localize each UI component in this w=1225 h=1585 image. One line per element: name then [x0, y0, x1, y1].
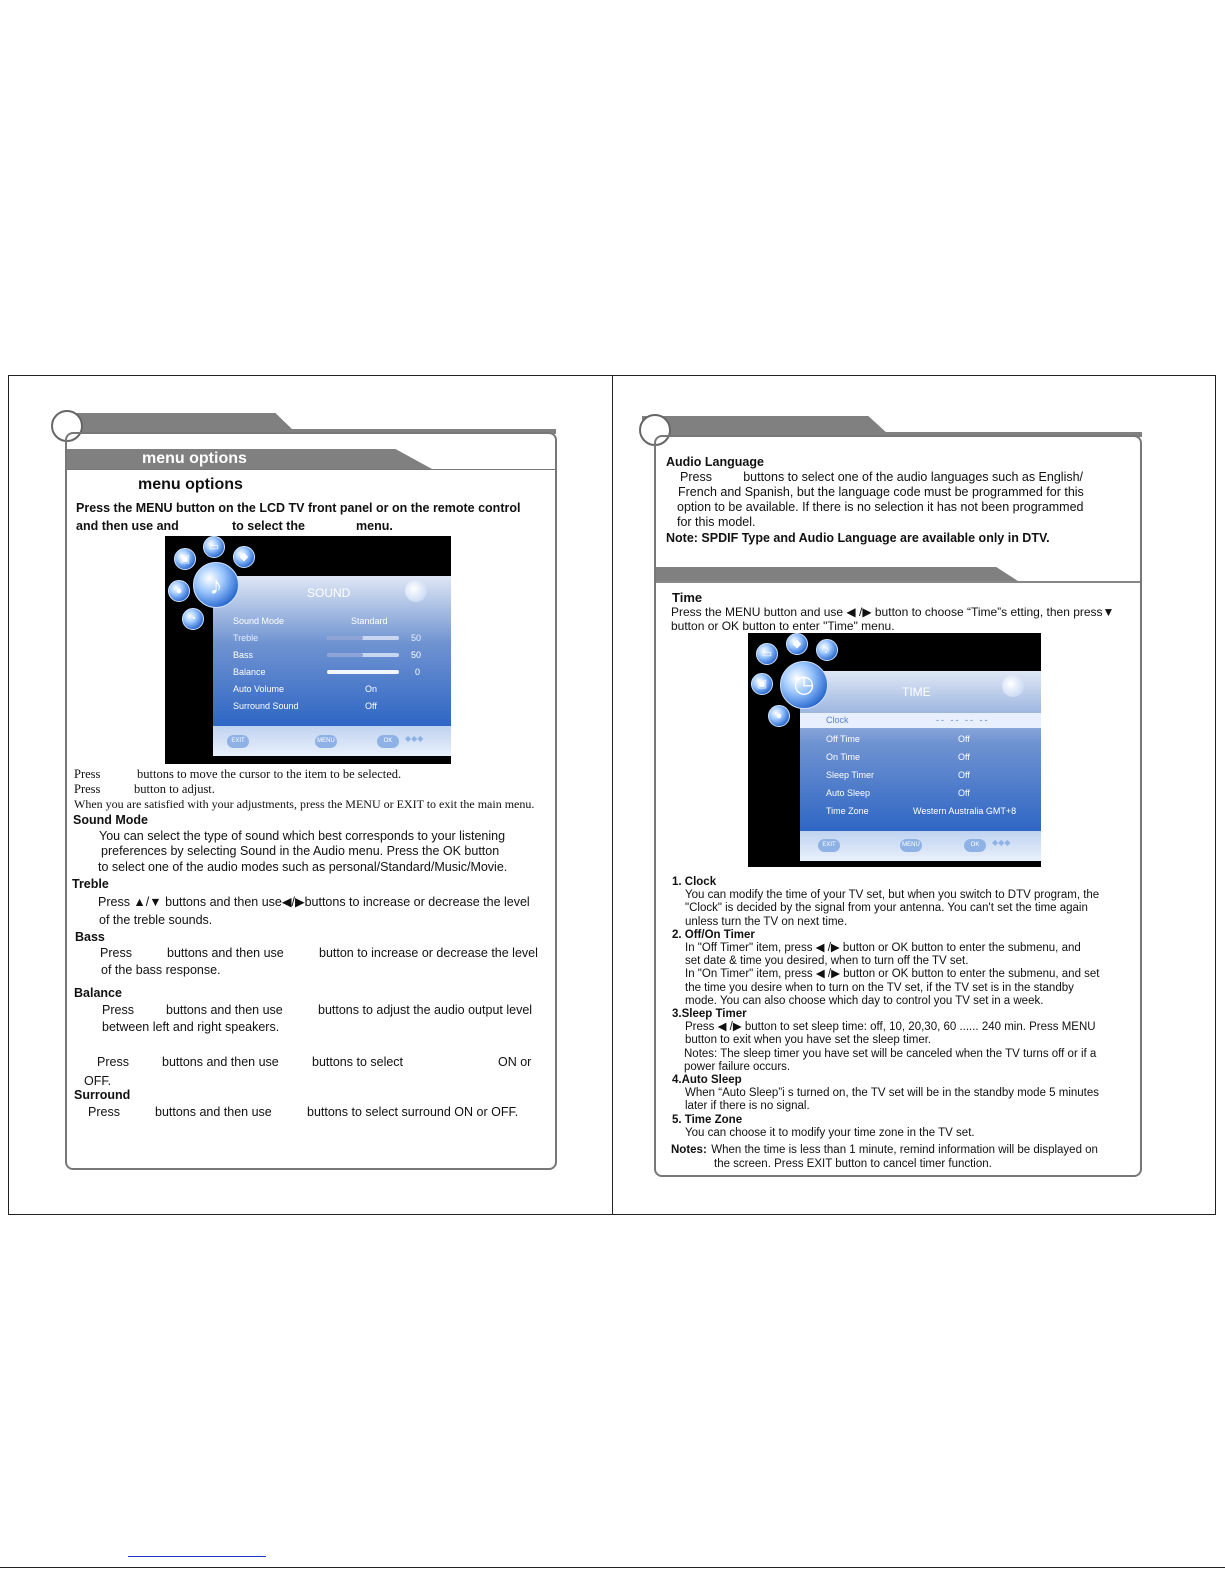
- left-intro-line2c: menu.: [356, 519, 393, 533]
- time-item-value: Off: [958, 734, 970, 744]
- list-item-line: the time you desire when to turn on the TV set, if the TV set is in the standby: [685, 981, 1074, 994]
- list-item: [672, 1114, 1142, 1140]
- sound-item-value: Standard: [351, 616, 388, 626]
- list-item: [672, 1074, 1142, 1114]
- press-line2a: Press: [74, 782, 101, 796]
- bass-text2: of the bass response.: [101, 963, 221, 977]
- exit-button-icon: EXIT: [818, 839, 840, 852]
- treble-text1: Press ▲/▼ buttons and then use◀/▶buttons to increase or decrease the level: [98, 895, 530, 909]
- list-item-heading: 4.Auto Sleep: [672, 1074, 742, 1087]
- balance-text2: between left and right speakers.: [102, 1020, 280, 1034]
- notes-block: [671, 1140, 1142, 1171]
- time-item-value: Off: [958, 770, 970, 780]
- sound-item-label: Auto Volume: [233, 684, 285, 694]
- audio-language-text1: Press buttons to select one of the audio languages such as English/: [680, 470, 1084, 484]
- left-intro-line2a: and then use and: [76, 519, 179, 533]
- time-item-label: Clock: [826, 715, 849, 725]
- list-item-line: When “Auto Sleep”i s turned on, the TV set will be in the standby mode 5 minutes: [685, 1087, 1100, 1100]
- auto-volume-text2: OFF.: [84, 1074, 112, 1088]
- press-line1a: Press: [74, 767, 101, 781]
- time-section-rule: [656, 581, 1140, 583]
- sound-mode-text3: to select one of the audio modes such as personal/Standard/Music/Movie.: [98, 860, 508, 874]
- footer-link-underline: [128, 1556, 266, 1557]
- treble-text2: of the treble sounds.: [99, 913, 213, 927]
- list-item-line: mode. You can also choose which day to control you TV set in a week.: [685, 994, 1044, 1007]
- list-item-line: set date & time you desired, when to turn off the TV set.: [685, 955, 969, 968]
- channel-icon: ●: [168, 580, 190, 602]
- time-item-value: Western Australia GMT+8: [913, 806, 1017, 816]
- list-item-heading: 5. Time Zone: [672, 1113, 743, 1126]
- audio-language-note: Note: SPDIF Type and Audio Language are available only in DTV.: [666, 531, 1050, 545]
- bass-bar-fill: [327, 653, 363, 657]
- list-item-heading: 3.Sleep Timer: [672, 1008, 747, 1021]
- sound-item-value: 50: [411, 633, 422, 643]
- treble-bar: [327, 636, 399, 640]
- left-heading: menu options: [138, 476, 243, 493]
- time-intro2: button or OK button to enter "Time" menu.: [671, 619, 895, 633]
- audio-language-text4: for this model.: [677, 515, 756, 529]
- picture-icon: ▭: [756, 643, 778, 665]
- time-item-label: Time Zone: [826, 806, 869, 816]
- press-line2b: button to adjust.: [134, 782, 215, 796]
- channel-icon: ●: [768, 705, 790, 727]
- note-icon: ♪: [816, 639, 838, 661]
- menu-button-icon: MENU: [315, 735, 337, 748]
- left-title-underline: [67, 469, 555, 470]
- treble-bar-fill: [327, 636, 363, 640]
- time-icon: ◔: [182, 608, 204, 630]
- list-item-line: Press ◀ /▶ button to set sleep time: off, 10, 20,30, 60 ...... 240 min. Press MENU: [685, 1021, 1096, 1034]
- notes-text2: the screen. Press EXIT button to cancel timer function.: [714, 1158, 992, 1171]
- time-menu-title: TIME: [902, 685, 931, 699]
- press-line3: When you are satisfied with your adjustments, press the MENU or EXIT to exit the main menu.: [74, 797, 535, 811]
- sound-menu-screenshot: [165, 536, 451, 764]
- time-item-label: Sleep Timer: [826, 770, 875, 780]
- auto-volume-text1b: buttons and then use: [162, 1055, 279, 1069]
- bass-text1a: Press: [100, 946, 132, 960]
- time-heading: Time: [672, 590, 703, 605]
- list-item: [672, 1008, 1142, 1074]
- list-item-line: In "On Timer" item, press ◀ /▶ button or OK button to enter the submenu, and set: [685, 968, 1100, 981]
- list-item-heading: 1. Clock: [672, 876, 717, 888]
- auto-volume-text1d: ON or: [498, 1055, 532, 1069]
- list-item-line: later if there is no signal.: [685, 1100, 810, 1113]
- bass-text1b: buttons and then use: [167, 946, 284, 960]
- ok-button-icon: OK: [964, 839, 986, 852]
- surround-text1a: Press: [88, 1105, 120, 1119]
- sound-item-label: Bass: [233, 650, 254, 660]
- lock-icon: ▣: [751, 673, 773, 695]
- ok-button-icon: OK: [377, 735, 399, 748]
- time-item-value: Off: [958, 752, 970, 762]
- time-item-list: [672, 876, 1142, 1171]
- list-item-line: "Clock" is decided by the signal from your antenna. You can't set the time again: [685, 902, 1088, 915]
- list-item-line: You can choose it to modify your time zone in the TV set.: [685, 1126, 975, 1139]
- sound-item-value: 50: [411, 650, 422, 660]
- list-item-line: Notes: The sleep timer you have set will be canceled when the TV turns off or if a: [684, 1047, 1097, 1060]
- treble-heading: Treble: [72, 877, 109, 891]
- sound-mode-text2: preferences by selecting Sound in the Audio menu. Press the OK button: [101, 844, 500, 858]
- left-title-bar-text: menu options: [142, 450, 247, 467]
- surround-heading: Surround: [74, 1088, 131, 1102]
- sound-item-label: Balance: [233, 667, 266, 677]
- sound-mode-text1: You can select the type of sound which best corresponds to your listening: [99, 829, 506, 843]
- bass-text1c: button to increase or decrease the level: [319, 946, 538, 960]
- clock-icon: ◷: [780, 661, 828, 709]
- bubble-decoration-icon: [405, 580, 427, 602]
- left-intro-line2b: to select the: [232, 519, 305, 533]
- time-section-bar: [656, 567, 1018, 581]
- time-item-value: Off: [958, 788, 970, 798]
- time-item-label: Auto Sleep: [826, 788, 871, 798]
- arrow-keys-icon: ◆◆◆: [992, 838, 1011, 847]
- notes-text1: When the time is less than 1 minute, remind information will be displayed on: [711, 1144, 1098, 1157]
- list-item-line: power failure occurs.: [684, 1060, 791, 1073]
- settings-icon: ◆: [233, 546, 255, 568]
- surround-text1b: buttons and then use: [155, 1105, 272, 1119]
- menu-button-icon: MENU: [900, 839, 922, 852]
- exit-button-icon: EXIT: [227, 735, 249, 748]
- bubble-decoration-icon: [1002, 675, 1024, 697]
- audio-language-text3: option to be available. If there is no selection it has not been programmed: [677, 500, 1084, 514]
- sound-mode-heading: Sound Mode: [73, 813, 148, 827]
- list-item: [672, 876, 1142, 929]
- time-menu-screenshot: [748, 633, 1041, 867]
- left-title-bar: [67, 449, 432, 469]
- list-item-line: unless turn the TV on next time.: [685, 915, 848, 928]
- list-item-line: button to exit when you have set the sleep timer.: [685, 1034, 932, 1047]
- balance-bar: [327, 670, 399, 674]
- time-item-label: Off Time: [826, 734, 860, 744]
- page-divider: [612, 375, 613, 1215]
- balance-text1c: buttons to adjust the audio output level: [318, 1003, 533, 1017]
- surround-text1c: buttons to select surround ON or OFF.: [307, 1105, 519, 1119]
- time-item-value: -- -- -- --: [936, 715, 990, 725]
- auto-volume-text1a: Press: [97, 1055, 129, 1069]
- balance-text1b: buttons and then use: [166, 1003, 283, 1017]
- sound-menu-title: SOUND: [307, 586, 351, 600]
- list-item-line: You can modify the time of your TV set, but when you switch to DTV program, the: [685, 889, 1100, 902]
- time-item-label: On Time: [826, 752, 861, 762]
- sound-item-value: 0: [415, 667, 421, 677]
- sound-item-value: On: [365, 684, 378, 694]
- time-intro1: Press the MENU button and use ◀ /▶ button to choose “Time”s etting, then press▼: [671, 605, 1115, 619]
- list-item: [672, 929, 1142, 1008]
- sound-item-label: Treble: [233, 633, 259, 643]
- note-icon: ♪: [193, 562, 239, 608]
- settings-icon: ◆: [786, 633, 808, 655]
- bass-heading: Bass: [75, 930, 105, 944]
- bass-bar: [327, 653, 399, 657]
- list-item-heading: 2. Off/On Timer: [672, 928, 755, 941]
- audio-language-heading: Audio Language: [666, 455, 764, 469]
- balance-heading: Balance: [74, 986, 122, 1000]
- auto-volume-text1c: buttons to select: [312, 1055, 404, 1069]
- balance-text1a: Press: [102, 1003, 134, 1017]
- press-line1b: buttons to move the cursor to the item to be selected.: [137, 767, 402, 781]
- arrow-keys-icon: ◆◆◆: [405, 734, 424, 743]
- list-item-line: In "Off Timer" item, press ◀ /▶ button or OK button to enter the submenu, and: [685, 942, 1081, 955]
- picture-icon: ▭: [203, 536, 225, 558]
- sound-item-value: Off: [365, 701, 377, 711]
- sound-item-label: Sound Mode: [233, 616, 285, 626]
- lock-icon: ▣: [174, 548, 196, 570]
- footer-rule: [0, 1567, 1225, 1568]
- sound-item-label: Surround Sound: [233, 701, 299, 711]
- notes-label: Notes:: [671, 1144, 707, 1157]
- audio-language-text2: French and Spanish, but the language code must be programmed for this: [678, 485, 1084, 499]
- left-intro-line1: Press the MENU button on the LCD TV front panel or on the remote control: [76, 501, 521, 515]
